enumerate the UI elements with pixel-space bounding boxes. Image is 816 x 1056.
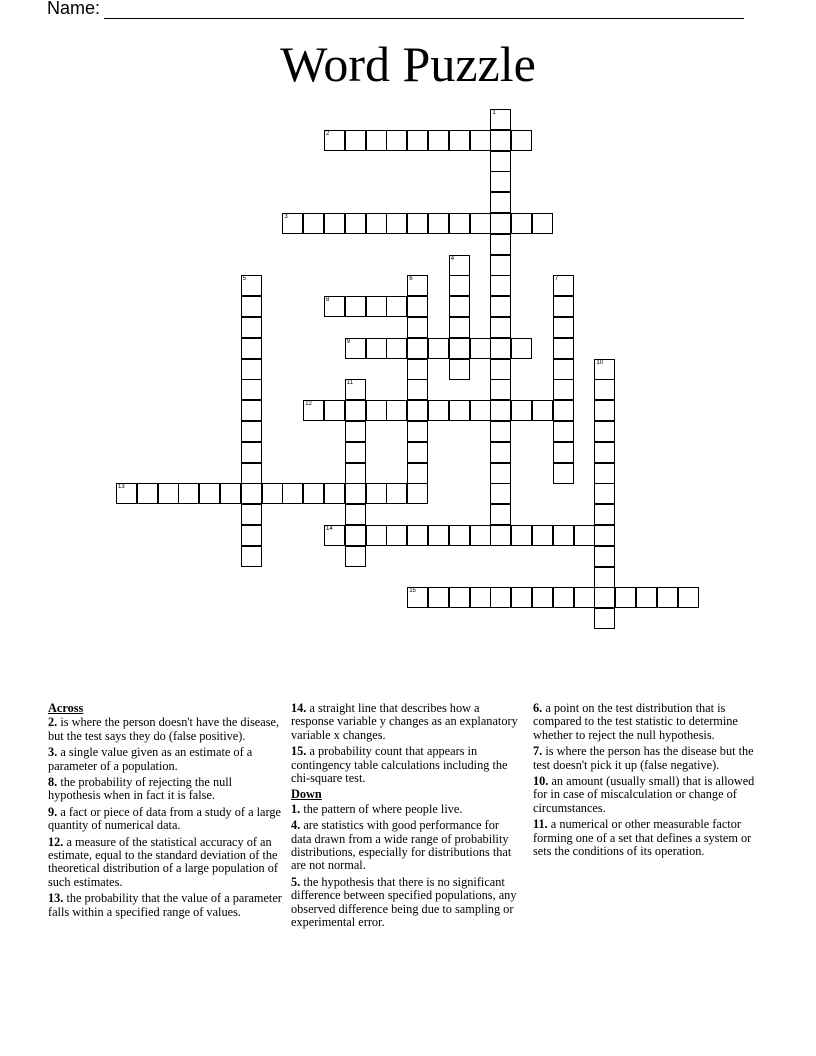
grid-cell[interactable] <box>386 338 407 359</box>
grid-cell[interactable] <box>366 338 387 359</box>
grid-cell[interactable] <box>386 130 407 151</box>
grid-cell[interactable] <box>345 546 366 567</box>
grid-cell-15[interactable] <box>407 587 428 608</box>
grid-cell[interactable] <box>407 463 428 484</box>
clue-number: 1 <box>492 110 496 116</box>
grid-cell[interactable] <box>366 483 387 504</box>
grid-cell[interactable] <box>241 359 262 380</box>
grid-cell[interactable] <box>490 525 511 546</box>
grid-cell[interactable] <box>511 400 532 421</box>
grid-cell[interactable] <box>594 504 615 525</box>
grid-cell[interactable] <box>324 213 345 234</box>
grid-cell[interactable] <box>324 400 345 421</box>
grid-cell[interactable] <box>532 400 553 421</box>
clue-down-11: 11. a numerical or other measurable factor forming one of a set that defines a system or sets the conditions of its operation. <box>533 817 752 859</box>
grid-cell-13[interactable] <box>116 483 137 504</box>
grid-cell[interactable] <box>386 525 407 546</box>
grid-cell[interactable] <box>553 317 574 338</box>
grid-cell-1[interactable] <box>490 109 511 130</box>
clue-across-13: 13. the probability that the value of a parameter falls within a specified range of values. <box>48 891 282 919</box>
grid-cell[interactable] <box>574 525 595 546</box>
grid-cell[interactable] <box>428 130 449 151</box>
grid-cell[interactable] <box>553 525 574 546</box>
grid-cell-9[interactable] <box>345 338 366 359</box>
grid-cell[interactable] <box>490 234 511 255</box>
down-heading: Down <box>291 787 322 802</box>
grid-cell[interactable] <box>407 359 428 380</box>
across-heading: Across <box>48 701 84 715</box>
name-label: Name: <box>47 0 101 18</box>
grid-cell-10[interactable] <box>594 359 615 380</box>
grid-cell[interactable] <box>636 587 657 608</box>
grid-cell[interactable] <box>449 525 470 546</box>
grid-cell[interactable] <box>553 296 574 317</box>
grid-cell[interactable] <box>657 587 678 608</box>
grid-cell[interactable] <box>407 421 428 442</box>
grid-cell[interactable] <box>490 504 511 525</box>
clue-number: 6 <box>409 276 413 283</box>
grid-cell[interactable] <box>428 400 449 421</box>
grid-cell[interactable] <box>511 338 532 359</box>
grid-cell[interactable] <box>449 400 470 421</box>
grid-cell[interactable] <box>490 587 511 608</box>
clue-number: 11 <box>346 380 354 387</box>
grid-cell[interactable] <box>428 338 449 359</box>
grid-cell[interactable] <box>303 213 324 234</box>
clue-number: 5 <box>242 276 247 283</box>
grid-cell[interactable] <box>407 296 428 317</box>
grid-cell[interactable] <box>470 525 491 546</box>
grid-cell-3[interactable] <box>282 213 303 234</box>
grid-cell[interactable] <box>345 483 366 504</box>
grid-cell[interactable] <box>553 338 574 359</box>
grid-cell[interactable] <box>345 525 366 546</box>
grid-cell-2[interactable] <box>324 130 345 151</box>
grid-cell[interactable] <box>594 421 615 442</box>
grid-cell-5[interactable] <box>241 275 262 296</box>
grid-cell[interactable] <box>241 463 262 484</box>
clue-number: 2 <box>326 130 330 137</box>
clues-column-3 <box>533 702 769 861</box>
grid-cell[interactable] <box>241 338 262 359</box>
grid-cell-12[interactable] <box>303 400 324 421</box>
grid-cell-4[interactable] <box>449 255 470 276</box>
grid-cell[interactable] <box>345 421 366 442</box>
grid-cell[interactable] <box>345 442 366 463</box>
clue-across-2: 2. is where the person doesn't have the disease, but the test says they do (false positive). <box>48 715 280 743</box>
grid-cell[interactable] <box>220 483 241 504</box>
grid-cell[interactable] <box>241 296 262 317</box>
clue-across-15: 15. a probability count that appears in contingency table calculations including the chi-square test. <box>291 744 508 786</box>
grid-cell[interactable] <box>449 275 470 296</box>
grid-cell[interactable] <box>490 151 511 172</box>
grid-cell[interactable] <box>303 483 324 504</box>
grid-cell[interactable] <box>407 130 428 151</box>
grid-cell[interactable] <box>553 463 574 484</box>
grid-cell[interactable] <box>490 442 511 463</box>
grid-cell[interactable] <box>470 338 491 359</box>
grid-cell[interactable] <box>366 400 387 421</box>
grid-cell[interactable] <box>449 130 470 151</box>
grid-cell[interactable] <box>594 587 615 608</box>
clue-across-12: 12. a measure of the statistical accuracy of an estimate, equal to the standard deviation of the theoretical distribution of a large population of such estimates. <box>48 834 278 889</box>
grid-cell[interactable] <box>407 317 428 338</box>
grid-cell[interactable] <box>449 213 470 234</box>
clue-number: 9 <box>346 338 351 345</box>
clue-number: 15 <box>409 588 416 595</box>
clues-column-2 <box>291 702 519 933</box>
clue-across-14: 14. a straight line that describes how a response variable y changes as an explanatory variable x changes. <box>291 701 518 742</box>
clue-number: 13 <box>118 484 125 491</box>
grid-cell[interactable] <box>345 296 366 317</box>
clue-across-9: 9. a fact or piece of data from a study of a large quantity of numerical data. <box>48 804 281 833</box>
grid-cell[interactable] <box>594 379 615 400</box>
grid-cell-7[interactable] <box>553 275 574 296</box>
grid-cell[interactable] <box>366 213 387 234</box>
grid-cell[interactable] <box>241 400 262 421</box>
clue-across-3: 3. a single value given as an estimate of a parameter of a population. <box>48 745 253 773</box>
grid-cell[interactable] <box>345 130 366 151</box>
grid-cell[interactable] <box>470 400 491 421</box>
grid-cell[interactable] <box>678 587 699 608</box>
grid-cell[interactable] <box>511 525 532 546</box>
grid-cell[interactable] <box>553 442 574 463</box>
grid-cell[interactable] <box>594 525 615 546</box>
grid-cell[interactable] <box>449 296 470 317</box>
grid-cell[interactable] <box>594 546 615 567</box>
grid-cell[interactable] <box>553 359 574 380</box>
grid-cell[interactable] <box>490 213 511 234</box>
grid-cell[interactable] <box>199 483 220 504</box>
grid-cell[interactable] <box>511 587 532 608</box>
clue-down-5: 5. the hypothesis that there is no significant difference between specified populations, any observed difference being due to sampling or experimental error. <box>291 874 517 930</box>
grid-cell[interactable] <box>490 359 511 380</box>
grid-cell[interactable] <box>490 379 511 400</box>
grid-cell[interactable] <box>158 483 179 504</box>
grid-cell[interactable] <box>241 546 262 567</box>
grid-cell[interactable] <box>428 587 449 608</box>
grid-cell[interactable] <box>241 525 262 546</box>
grid-cell[interactable] <box>553 400 574 421</box>
grid-cell[interactable] <box>490 255 511 276</box>
grid-cell[interactable] <box>386 483 407 504</box>
grid-cell[interactable] <box>490 483 511 504</box>
grid-cell[interactable] <box>490 275 511 296</box>
grid-cell[interactable] <box>490 400 511 421</box>
grid-cell[interactable] <box>386 296 407 317</box>
grid-cell-8[interactable] <box>324 296 345 317</box>
clue-down-6: 6. a point on the test distribution that is compared to the test statistic to determine whether to reject the null hypothesis. <box>533 701 738 742</box>
grid-cell[interactable] <box>241 442 262 463</box>
grid-cell[interactable] <box>345 213 366 234</box>
grid-cell[interactable] <box>428 525 449 546</box>
grid-cell[interactable] <box>553 587 574 608</box>
grid-cell[interactable] <box>449 317 470 338</box>
grid-cell[interactable] <box>532 213 553 234</box>
grid-cell[interactable] <box>366 525 387 546</box>
clue-number: 12 <box>305 401 312 408</box>
grid-cell[interactable] <box>407 400 428 421</box>
grid-cell[interactable] <box>345 400 366 421</box>
grid-cell[interactable] <box>594 483 615 504</box>
grid-cell[interactable] <box>241 483 262 504</box>
grid-cell[interactable] <box>407 525 428 546</box>
clue-number: 8 <box>326 297 330 304</box>
grid-cell[interactable] <box>241 379 262 400</box>
grid-cell[interactable] <box>490 338 511 359</box>
grid-cell[interactable] <box>282 483 303 504</box>
grid-cell[interactable] <box>490 296 511 317</box>
grid-cell[interactable] <box>532 587 553 608</box>
clue-number: 14 <box>326 526 333 532</box>
clue-number: 10 <box>596 359 604 366</box>
clue-down-1: 1. the pattern of where people live. <box>291 801 463 816</box>
clues-column-1 <box>48 702 284 922</box>
clue-down-7: 7. is where the person has the disease but the test doesn't pick it up (false negative). <box>533 744 754 772</box>
grid-cell[interactable] <box>470 587 491 608</box>
page-title: Word Puzzle <box>280 36 536 92</box>
grid-cell[interactable] <box>428 213 449 234</box>
grid-cell-6[interactable] <box>407 275 428 296</box>
clue-down-4: 4. are statistics with good performance for data drawn from a wide range of probability distributions, especially for distributions that are not normal. <box>291 818 512 873</box>
grid-cell[interactable] <box>594 400 615 421</box>
grid-cell[interactable] <box>324 483 345 504</box>
grid-cell[interactable] <box>407 338 428 359</box>
grid-cell[interactable] <box>594 463 615 484</box>
grid-cell[interactable] <box>490 317 511 338</box>
grid-cell[interactable] <box>511 130 532 151</box>
grid-cell[interactable] <box>386 213 407 234</box>
grid-cell[interactable] <box>490 192 511 213</box>
grid-cell[interactable] <box>386 400 407 421</box>
grid-cell[interactable] <box>594 567 615 588</box>
grid-cell[interactable] <box>532 525 553 546</box>
grid-cell[interactable] <box>594 442 615 463</box>
grid-cell[interactable] <box>241 504 262 525</box>
grid-cell[interactable] <box>345 463 366 484</box>
grid-cell[interactable] <box>407 213 428 234</box>
grid-cell[interactable] <box>241 421 262 442</box>
grid-cell[interactable] <box>553 379 574 400</box>
grid-cell[interactable] <box>345 504 366 525</box>
grid-cell[interactable] <box>490 171 511 192</box>
grid-cell[interactable] <box>574 587 595 608</box>
clue-number: 3 <box>284 214 288 220</box>
grid-cell[interactable] <box>490 463 511 484</box>
grid-cell[interactable] <box>137 483 158 504</box>
clue-across-8: 8. the probability of rejecting the null hypothesis when in fact it is false. <box>48 775 233 803</box>
grid-cell[interactable] <box>594 608 615 629</box>
grid-cell[interactable] <box>407 442 428 463</box>
grid-cell-11[interactable] <box>345 379 366 400</box>
grid-cell[interactable] <box>449 587 470 608</box>
grid-cell-14[interactable] <box>324 525 345 546</box>
grid-cell[interactable] <box>553 421 574 442</box>
grid-cell[interactable] <box>178 483 199 504</box>
grid-cell[interactable] <box>490 421 511 442</box>
grid-cell[interactable] <box>407 379 428 400</box>
clue-down-10: 10. an amount (usually small) that is allowed for in case of miscalculation or change of circumstances. <box>533 774 755 815</box>
grid-cell[interactable] <box>262 483 283 504</box>
grid-cell[interactable] <box>511 213 532 234</box>
grid-cell[interactable] <box>449 359 470 380</box>
grid-cell[interactable] <box>490 130 511 151</box>
grid-cell[interactable] <box>241 317 262 338</box>
grid-cell[interactable] <box>449 338 470 359</box>
grid-cell[interactable] <box>366 130 387 151</box>
grid-cell[interactable] <box>470 130 491 151</box>
grid-cell[interactable] <box>615 587 636 608</box>
clue-number: 4 <box>450 255 455 262</box>
clue-number: 7 <box>554 276 559 283</box>
grid-cell[interactable] <box>407 483 428 504</box>
grid-cell[interactable] <box>366 296 387 317</box>
grid-cell[interactable] <box>470 213 491 234</box>
